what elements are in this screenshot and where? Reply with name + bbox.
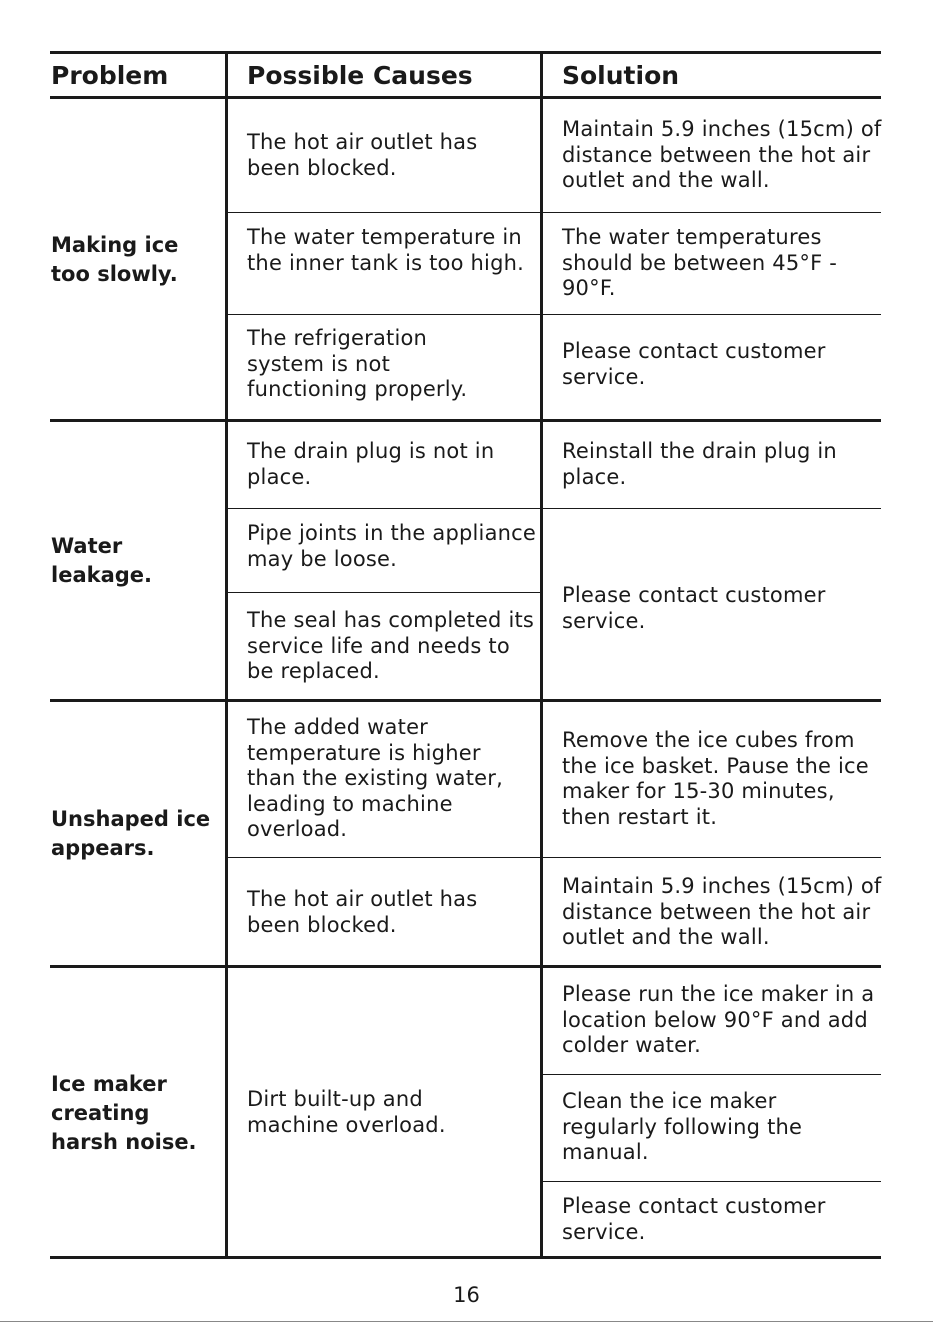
cause-cell: The seal has completed its service life and needs to be replaced.	[247, 608, 535, 683]
cause-cell: Pipe joints in the appliance may be loose.	[247, 521, 537, 571]
cause-cell: The added water temperature is higher than the existing water, leading to machine overload.	[247, 715, 503, 841]
page-bottom-edge	[0, 1321, 933, 1322]
group-rule	[50, 699, 881, 702]
cause-cell: The water temperature in the inner tank is too high.	[247, 225, 524, 275]
problem-water-leakage: Water leakage.	[51, 534, 153, 587]
group-rule	[50, 419, 881, 422]
cell-rule	[541, 1181, 881, 1182]
problem-ice-maker-harsh-noise: Ice maker creating harsh noise.	[51, 1072, 197, 1154]
column-divider	[540, 51, 543, 1259]
cause-cell: The hot air outlet has been blocked.	[247, 130, 478, 180]
solution-cell: Remove the ice cubes from the ice basket. Pause the ice maker for 15-30 minutes, then restart it.	[562, 728, 869, 829]
cell-rule	[226, 508, 881, 509]
cell-rule	[541, 1074, 881, 1075]
problem-making-ice-too-slowly: Making ice too slowly.	[51, 233, 179, 286]
page-number: 16	[453, 1283, 480, 1307]
solution-cell: Reinstall the drain plug in place.	[562, 439, 837, 489]
header-possible-causes: Possible Causes	[247, 61, 473, 90]
cell-rule	[226, 212, 881, 213]
solution-cell: The water temperatures should be between 45°F - 90°F.	[562, 225, 838, 300]
header-solution: Solution	[562, 61, 680, 90]
table-bottom-rule	[50, 1256, 881, 1259]
cause-cell: Dirt built-up and machine overload.	[247, 1087, 446, 1137]
cell-rule	[226, 857, 881, 858]
cause-cell: The refrigeration system is not functioning properly.	[247, 326, 468, 401]
header-rule	[50, 96, 881, 99]
group-rule	[50, 965, 881, 968]
cell-rule	[226, 592, 541, 593]
solution-cell: Please contact customer service.	[562, 583, 826, 633]
table-top-rule	[50, 51, 881, 54]
solution-cell: Please contact customer service.	[562, 1194, 826, 1244]
problem-unshaped-ice-appears: Unshaped ice appears.	[51, 807, 211, 860]
column-divider	[225, 51, 228, 1259]
solution-cell: Maintain 5.9 inches (15cm) of distance between the hot air outlet and the wall.	[562, 117, 882, 192]
solution-cell: Maintain 5.9 inches (15cm) of distance between the hot air outlet and the wall.	[562, 874, 882, 949]
solution-cell: Please contact customer service.	[562, 339, 826, 389]
cause-cell: The hot air outlet has been blocked.	[247, 887, 478, 937]
solution-cell: Please run the ice maker in a location below 90°F and add colder water.	[562, 982, 875, 1057]
header-problem: Problem	[51, 61, 169, 90]
cause-cell: The drain plug is not in place.	[247, 439, 495, 489]
cell-rule	[226, 314, 881, 315]
solution-cell: Clean the ice maker regularly following the manual.	[562, 1089, 803, 1164]
